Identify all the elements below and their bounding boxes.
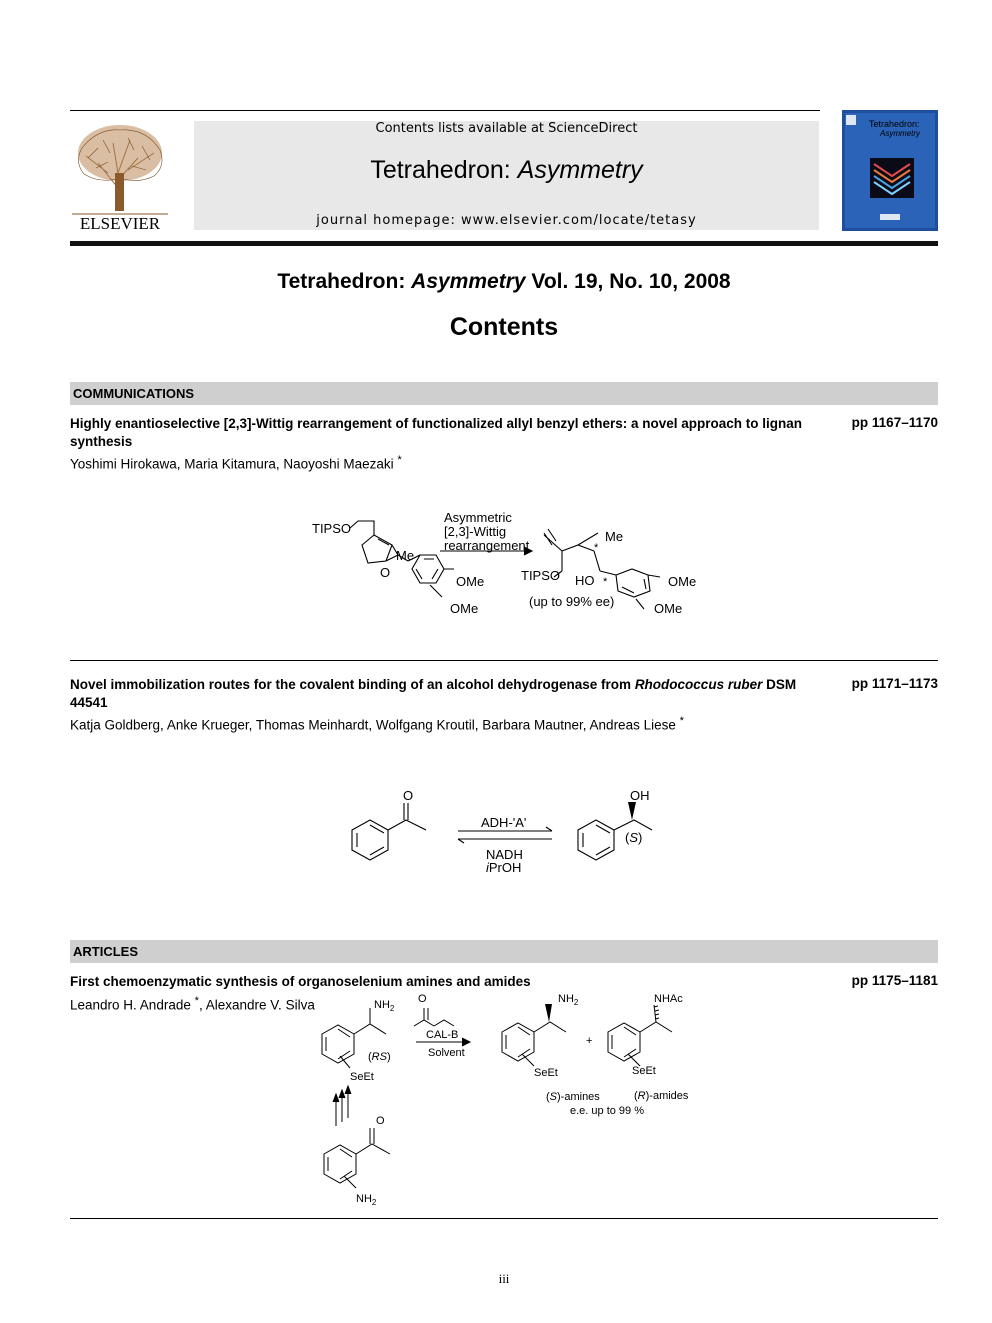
prod-ho: HO — [575, 573, 595, 588]
sm-ome-2: OMe — [450, 601, 479, 616]
article-2-title-post: DSM 44541 — [70, 677, 797, 710]
journal-title-italic: Asymmetry — [517, 156, 643, 184]
separator-1 — [70, 660, 938, 661]
alcohol-oh: OH — [630, 788, 650, 803]
rs-label: (RS) — [368, 1051, 391, 1063]
journal-cover-thumbnail — [842, 110, 938, 231]
journal-title-plain: Tetrahedron: — [370, 156, 518, 184]
ee-note: (up to 99% ee) — [529, 594, 615, 609]
prod-ome-2: OMe — [654, 601, 683, 616]
article-3-scheme — [310, 990, 710, 1212]
config-label: (S) — [625, 830, 643, 845]
reagent-line-2: [2,3]-Wittig — [444, 524, 507, 539]
section-communications: COMMUNICATIONS — [70, 382, 938, 405]
sm-tipso: TIPSO — [312, 521, 352, 536]
journal-title — [194, 156, 819, 185]
prod-me: Me — [605, 529, 624, 544]
s-amine-seet: SeEt — [534, 1067, 558, 1079]
acetate-o: O — [418, 993, 427, 1005]
sm-o: O — [380, 565, 391, 580]
article-2-title-pre: Novel immobilization routes for the covalent binding of an alcohol dehydrogenase from — [70, 677, 635, 692]
sm-ome-1: OMe — [456, 574, 485, 589]
article-2-title-italic: Rhodococcus ruber — [634, 677, 763, 692]
prod-tipso: TIPSO — [521, 568, 561, 583]
reagent-line-1: Asymmetric — [444, 510, 512, 525]
article-1-author-list: Yoshimi Hirokawa, Maria Kitamura, Naoyoshi Maezaki — [70, 456, 394, 472]
solvent-label-3: Solvent — [428, 1047, 465, 1059]
catalyst-label: CAL-B — [426, 1029, 459, 1041]
sm-me: Me — [396, 548, 415, 563]
header-top-rule — [70, 110, 820, 111]
article-3-authors: Leandro H. Andrade *, Alexandre V. Silva — [70, 995, 315, 1013]
elsevier-logo — [68, 118, 172, 232]
journal-homepage: journal homepage: www.elsevier.com/locate/tetasy — [316, 213, 697, 228]
ketone-o-3: O — [376, 1115, 385, 1127]
issue-italic: Asymmetry — [411, 270, 526, 293]
rs-seet: SeEt — [350, 1071, 374, 1083]
article-2-title[interactable] — [70, 676, 825, 712]
issue-suffix: Vol. 19, No. 10, 2008 — [525, 270, 731, 293]
separator-2 — [70, 1218, 938, 1219]
aniline-nh2: $NH_2$ — [356, 1193, 377, 1207]
prod-star-2: * — [603, 576, 608, 588]
r-amide-nhac: NHAc — [654, 993, 683, 1005]
cover-title: Tetrahedron: — [869, 119, 920, 129]
contents-heading: Contents — [449, 313, 559, 341]
article-2-author-list: Katja Goldberg, Anke Krueger, Thomas Meinhardt, Wolfgang Kroutil, Barbara Mautner, Andreas Liese — [70, 717, 676, 733]
solvent-label: iPrOH — [486, 860, 522, 875]
cover-subtitle: Asymmetry — [880, 129, 920, 138]
section-articles: ARTICLES — [70, 940, 938, 963]
article-3-pages: pp 1175–1181 — [851, 973, 938, 988]
plus-sign: + — [586, 1035, 593, 1047]
reagent-line-3: rearrangement — [444, 538, 530, 553]
s-amine-nh2: $NH_2$ — [558, 993, 579, 1007]
r-amides-label: (R)-amides — [634, 1090, 689, 1102]
article-3-author-1: Leandro H. Andrade — [70, 997, 191, 1013]
prod-star-1: * — [594, 542, 599, 554]
page-number: iii — [498, 1271, 510, 1286]
prod-ome-1: OMe — [668, 574, 697, 589]
article-2-scheme — [340, 785, 670, 885]
r-amide-seet: SeEt — [632, 1065, 656, 1077]
ketone-o: O — [403, 788, 414, 803]
issue-volume-heading — [70, 270, 938, 294]
article-1-scheme — [300, 505, 710, 627]
cofactor-label: NADH — [486, 847, 523, 862]
article-3-author-rest: , Alexandre V. Silva — [199, 997, 315, 1013]
article-3-title[interactable]: First chemoenzymatic synthesis of organoselenium amines and amides — [70, 974, 531, 989]
elsevier-wordmark: ELSEVIER — [79, 214, 161, 232]
article-1-authors: Yoshimi Hirokawa, Maria Kitamura, Naoyoshi Maezaki * — [70, 454, 402, 472]
enzyme-label: ADH-'A' — [481, 815, 527, 830]
header-bottom-rule — [70, 241, 938, 246]
article-2-authors: Katja Goldberg, Anke Krueger, Thomas Meinhardt, Wolfgang Kroutil, Barbara Mautner, Andreas Liese * — [70, 715, 685, 733]
ee-label: e.e. up to 99 % — [570, 1105, 644, 1117]
article-2-pages: pp 1171–1173 — [851, 676, 938, 691]
s-amines-label: (S)-amines — [546, 1091, 600, 1103]
issue-prefix: Tetrahedron: — [277, 270, 412, 293]
article-1-pages: pp 1167–1170 — [851, 415, 938, 430]
rs-amine-nh2: $NH_2$ — [374, 999, 395, 1013]
contents-lists-text: Contents lists available at ScienceDirect — [375, 121, 638, 136]
article-1-title[interactable]: Highly enantioselective [2,3]-Wittig rearrangement of functionalized allyl benzyl ethers: a novel approach to lignan synthesis — [70, 416, 803, 449]
